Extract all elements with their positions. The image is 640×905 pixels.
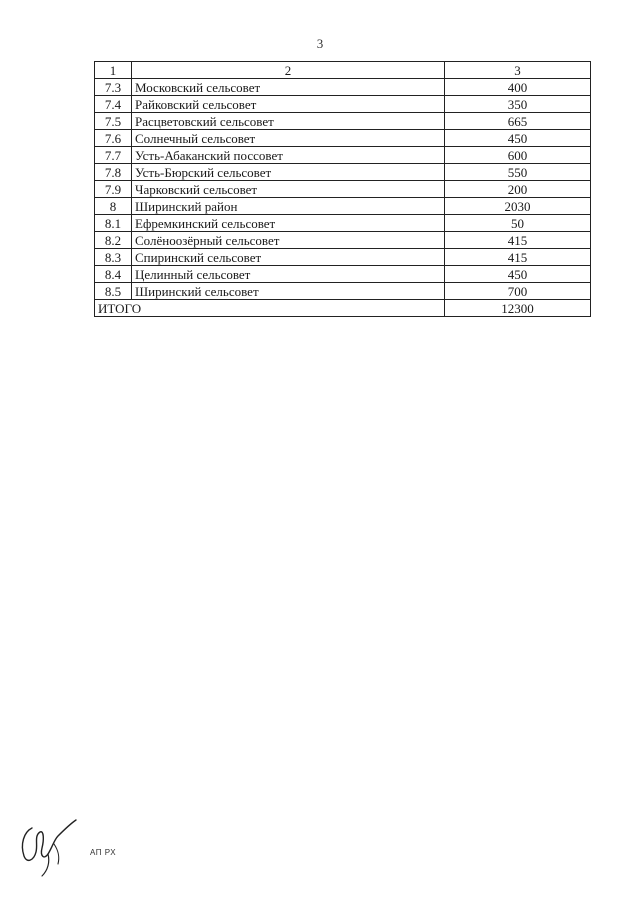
row-name: Московский сельсовет [132,79,445,96]
table-header-row [95,62,591,79]
footer-org-label: АП РХ [90,848,117,857]
table-row [95,232,591,249]
row-name: Райковский сельсовет [132,96,445,113]
total-value: 12300 [445,300,591,317]
row-name: Ефремкинский сельсовет [132,215,445,232]
row-value: 450 [445,266,591,283]
row-name: Спиринский сельсовет [132,249,445,266]
table-row [95,198,591,215]
page-number: 3 [316,36,324,51]
row-number: 8.2 [95,232,132,249]
row-value: 600 [445,147,591,164]
signature-icon [14,810,84,880]
data-table [94,61,591,317]
row-value: 415 [445,232,591,249]
row-value: 350 [445,96,591,113]
total-label: ИТОГО [95,300,445,317]
table-row [95,113,591,130]
row-value: 2030 [445,198,591,215]
table-row [95,79,591,96]
table-total-row [95,300,591,317]
row-number: 7.8 [95,164,132,181]
table-row [95,181,591,198]
row-number: 8.1 [95,215,132,232]
header-cell-2: 2 [132,62,445,79]
row-number: 7.7 [95,147,132,164]
row-number: 8.3 [95,249,132,266]
table-row [95,249,591,266]
row-number: 8.5 [95,283,132,300]
row-name: Усть-Бюрский сельсовет [132,164,445,181]
row-value: 550 [445,164,591,181]
row-value: 665 [445,113,591,130]
row-name: Солёноозёрный сельсовет [132,232,445,249]
row-value: 400 [445,79,591,96]
row-name: Усть-Абаканский поссовет [132,147,445,164]
row-name: Ширинский сельсовет [132,283,445,300]
table-row [95,266,591,283]
row-value: 50 [445,215,591,232]
row-value: 700 [445,283,591,300]
row-number: 7.4 [95,96,132,113]
row-value: 415 [445,249,591,266]
row-number: 8 [95,198,132,215]
table-row [95,215,591,232]
row-name: Чарковский сельсовет [132,181,445,198]
row-number: 7.3 [95,79,132,96]
table-row [95,96,591,113]
header-cell-3: 3 [445,62,591,79]
table-row [95,147,591,164]
row-name: Солнечный сельсовет [132,130,445,147]
row-value: 200 [445,181,591,198]
row-name: Ширинский район [132,198,445,215]
table-row [95,130,591,147]
row-name: Расцветовский сельсовет [132,113,445,130]
header-cell-1: 1 [95,62,132,79]
table-row [95,164,591,181]
row-number: 8.4 [95,266,132,283]
row-name: Целинный сельсовет [132,266,445,283]
row-number: 7.6 [95,130,132,147]
row-number: 7.5 [95,113,132,130]
row-value: 450 [445,130,591,147]
row-number: 7.9 [95,181,132,198]
table-row [95,283,591,300]
